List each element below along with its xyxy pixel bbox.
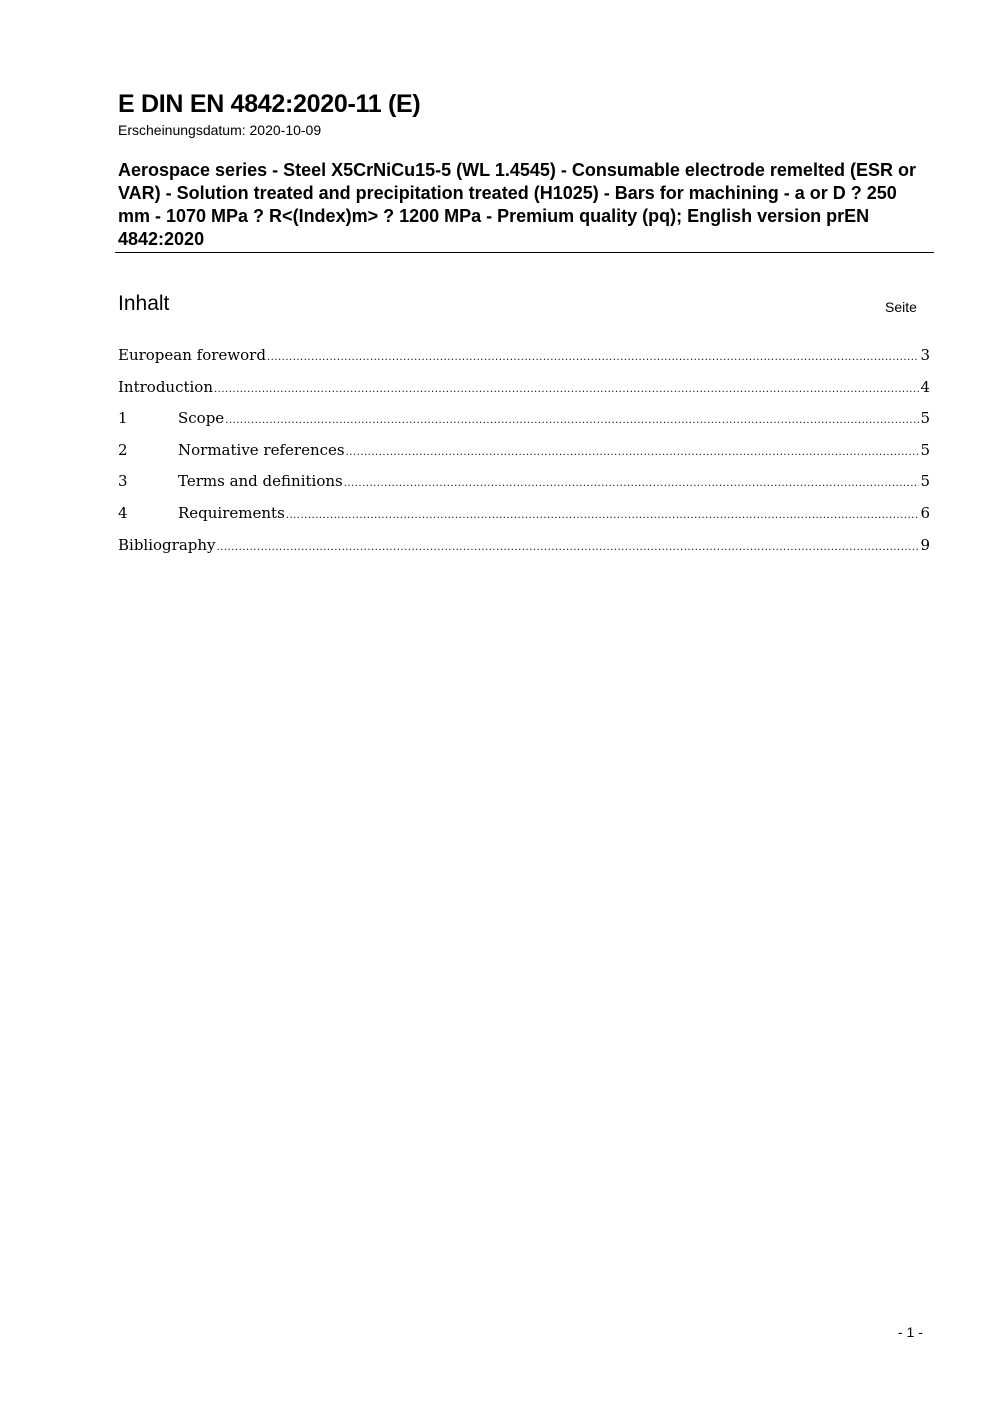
toc-entry-title: European foreword bbox=[118, 346, 266, 364]
toc-leader-dots bbox=[214, 384, 919, 395]
toc-entry-page: 5 bbox=[920, 409, 930, 428]
toc-entry-bibliography[interactable] bbox=[118, 536, 930, 568]
toc-entry-page: 5 bbox=[920, 472, 930, 491]
toc-entry-introduction[interactable] bbox=[118, 378, 930, 410]
toc-entry-title: Bibliography bbox=[118, 535, 216, 554]
toc-entry-normative-references[interactable] bbox=[118, 441, 930, 473]
toc-entry-title: Requirements bbox=[178, 503, 285, 522]
toc-entry-title: Normative references bbox=[178, 440, 345, 459]
toc-leader-dots bbox=[217, 542, 920, 553]
toc-entry-page: 4 bbox=[920, 377, 930, 396]
toc-entry-page: 9 bbox=[920, 535, 930, 554]
toc-entry-scope[interactable] bbox=[118, 409, 930, 441]
title-rule bbox=[115, 252, 934, 253]
toc-leader-dots bbox=[344, 478, 920, 489]
toc-entry-page: 6 bbox=[920, 503, 930, 522]
toc-entry-number: 3 bbox=[118, 472, 128, 491]
toc-entry-terms-and-definitions[interactable] bbox=[118, 472, 930, 504]
publication-date: Erscheinungsdatum: 2020-10-09 bbox=[118, 122, 322, 138]
toc-entry-page: 3 bbox=[920, 346, 930, 364]
document-title: Aerospace series - Steel X5CrNiCu15-5 (WL 1.4545) - Consumable electrode remelted (ESR or VAR) - Solution treated and precipitation treated (H1025) - Bars for machining - a or D ? 250 mm - 1070 MPa ? R<(Index)m> ? 1200 MPa - Premium quality (pq); English version prEN 4842:2020 bbox=[118, 160, 916, 249]
toc-heading: Inhalt bbox=[118, 292, 170, 315]
toc-leader-dots bbox=[346, 447, 920, 458]
document-id: E DIN EN 4842:2020-11 (E) bbox=[118, 90, 421, 118]
toc-entry-number: 2 bbox=[118, 440, 128, 459]
toc-leader-dots bbox=[225, 415, 919, 426]
toc-entry-european-foreword[interactable] bbox=[118, 346, 930, 378]
toc-entry-number: 1 bbox=[118, 409, 128, 428]
table-of-contents bbox=[118, 346, 930, 567]
toc-entry-requirements[interactable] bbox=[118, 504, 930, 536]
toc-leader-dots bbox=[267, 352, 920, 363]
toc-entry-page: 5 bbox=[920, 440, 930, 459]
toc-entry-number: 4 bbox=[118, 503, 128, 522]
toc-entry-title: Scope bbox=[178, 409, 225, 428]
toc-page-heading: Seite bbox=[885, 299, 917, 315]
toc-leader-dots bbox=[286, 510, 920, 521]
page-number: - 1 - bbox=[898, 1324, 923, 1340]
toc-entry-title: Introduction bbox=[118, 377, 213, 396]
toc-entry-title: Terms and definitions bbox=[178, 472, 343, 491]
